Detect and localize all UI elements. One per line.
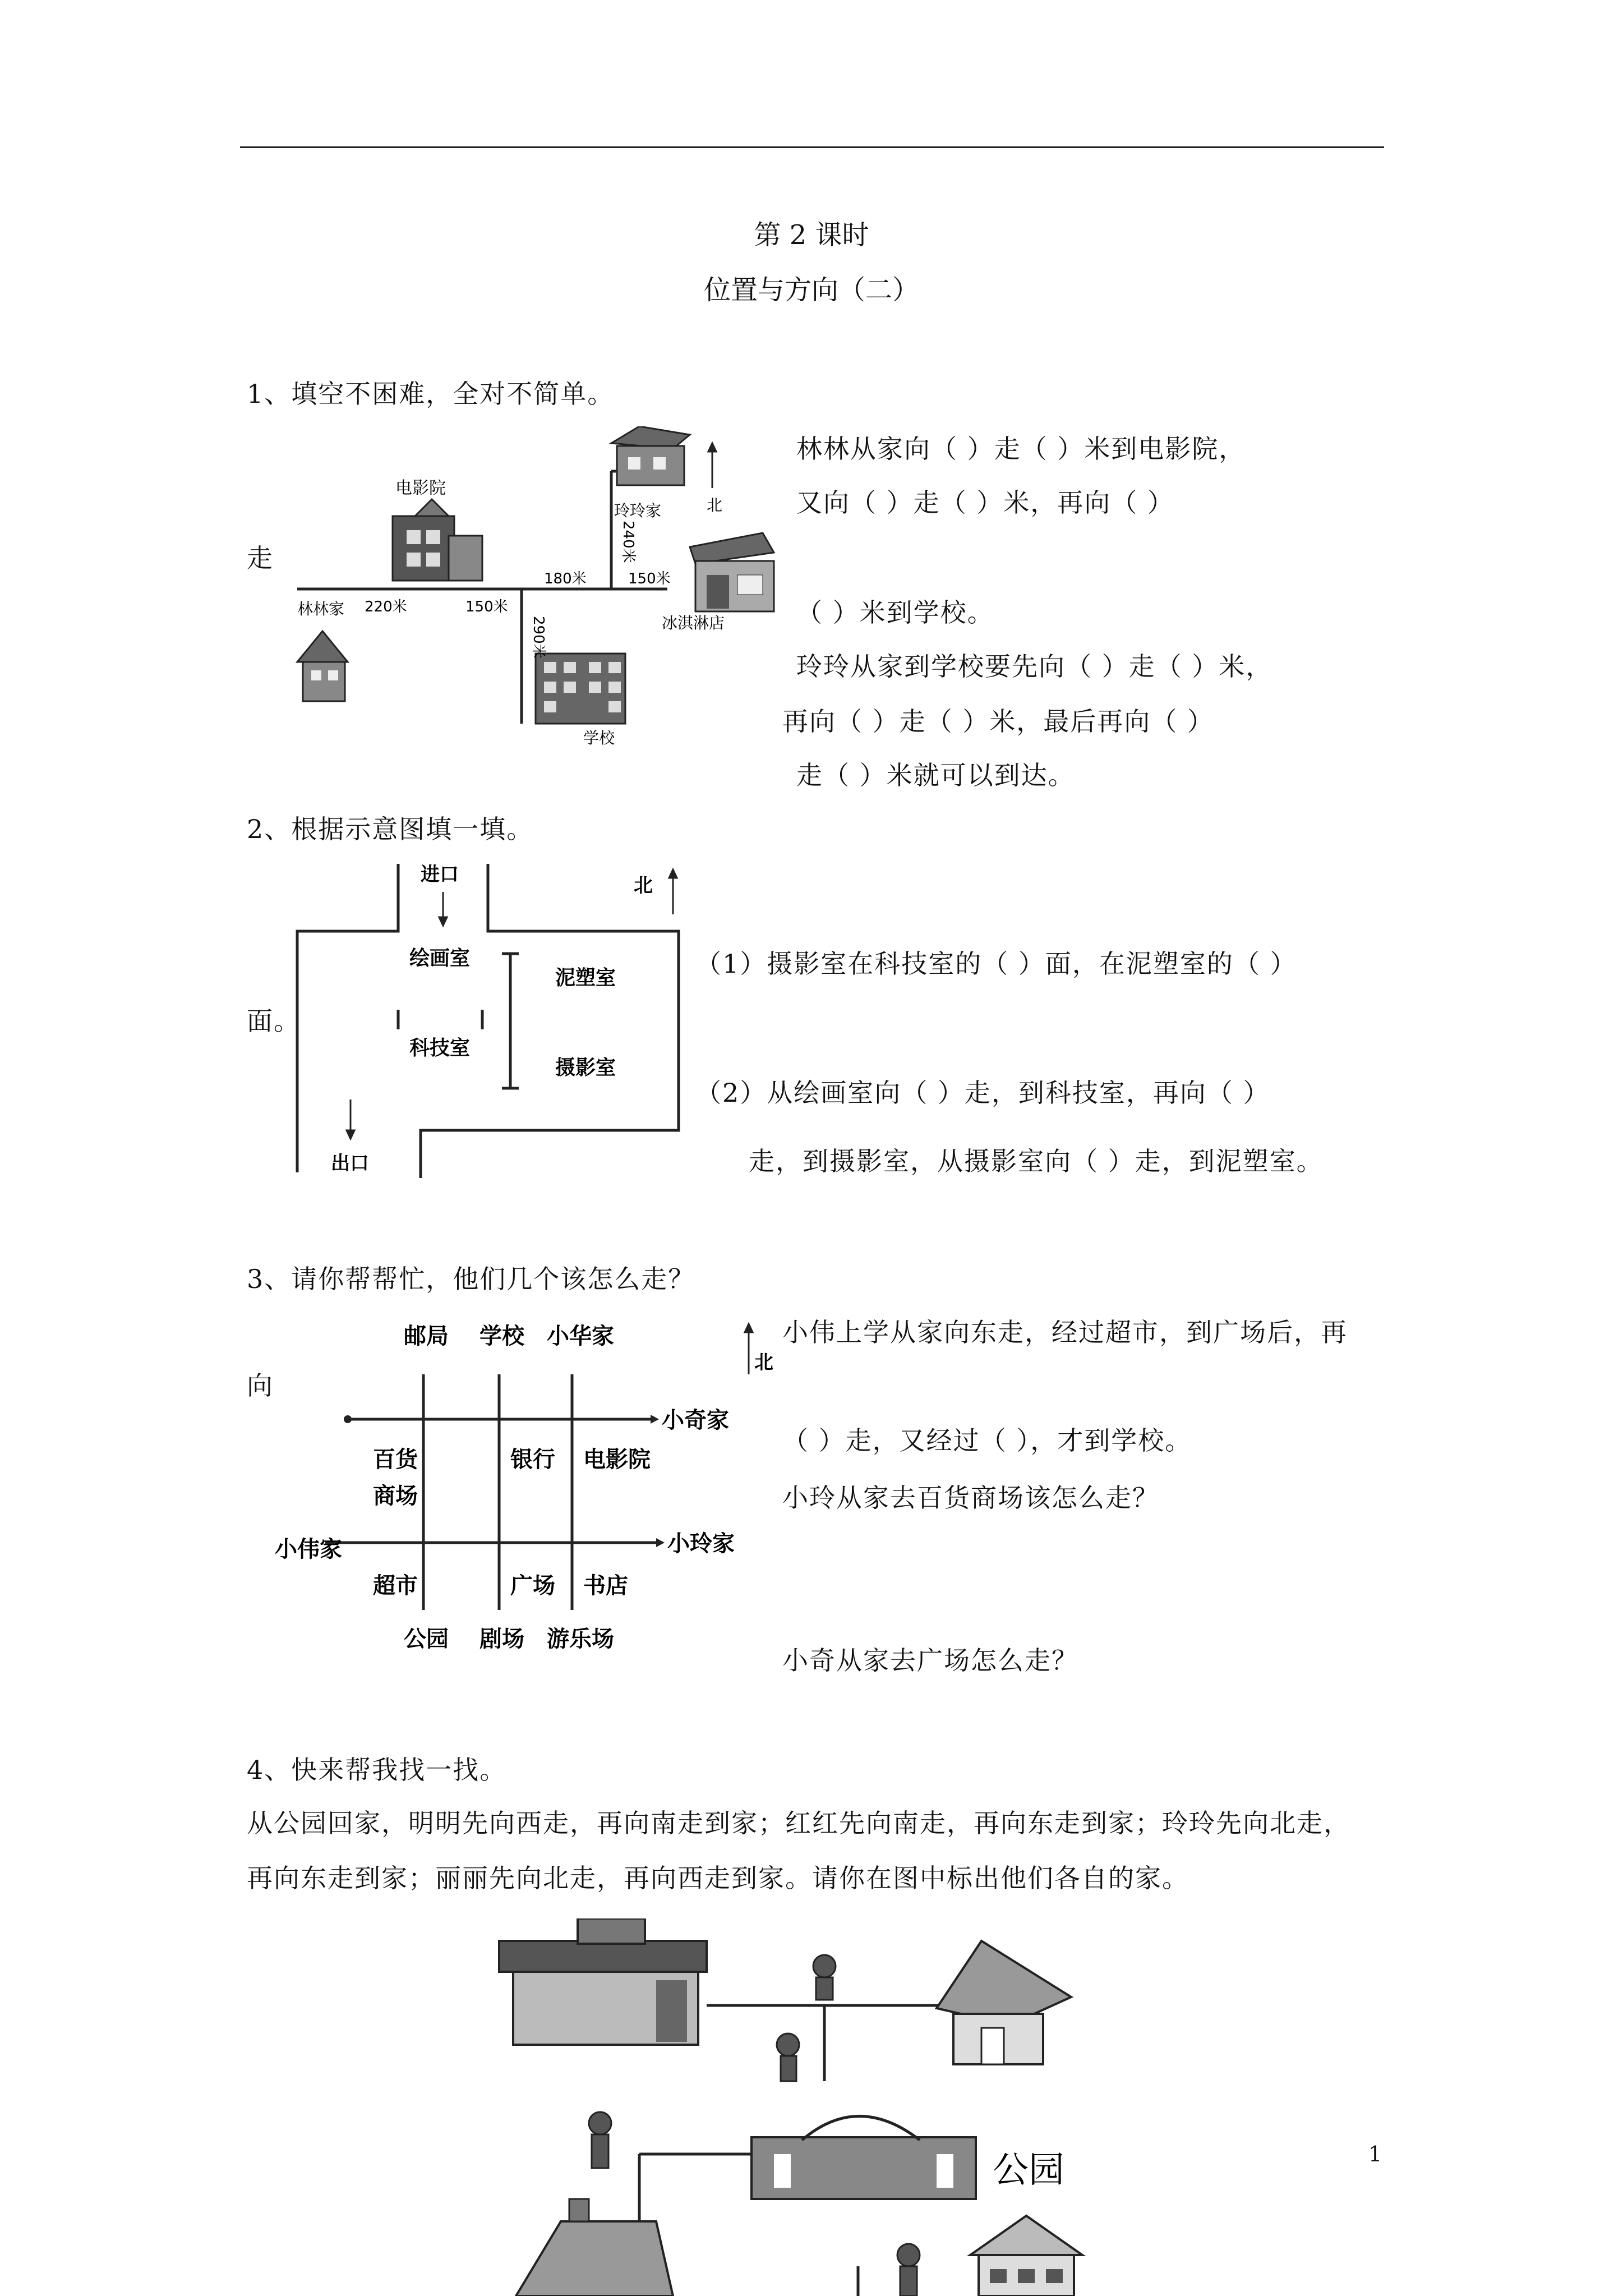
q3-line-4: 小玲从家去百货商场该怎么走？ xyxy=(782,1483,1159,1513)
distance-290: 290米 xyxy=(530,616,547,659)
label-xiaowei-home: 小伟家 xyxy=(275,1536,342,1562)
q2-floor-plan xyxy=(292,858,695,1178)
q4-park-map xyxy=(488,1918,1161,2296)
label-school: 学校 xyxy=(583,729,615,747)
label-post-office: 邮局 xyxy=(404,1323,449,1349)
north-arrow-icon xyxy=(708,443,716,488)
page-number: 1 xyxy=(1368,2142,1382,2166)
distance-220: 220米 xyxy=(365,599,407,615)
cinema-building-icon xyxy=(393,499,482,581)
linlin-house-icon xyxy=(297,631,348,701)
page-title: 位置与方向（二） xyxy=(703,274,919,306)
q2-line-2: 面。 xyxy=(247,1006,301,1036)
label-cinema: 电影院 xyxy=(395,478,446,498)
label-science-room: 科技室 xyxy=(409,1037,471,1060)
distance-240: 240米 xyxy=(620,521,637,563)
q2-line-3: （2）从绘画室向（ ）走，到科技室，再向（ ） xyxy=(695,1078,1270,1108)
label-dept-store-1: 百货 xyxy=(373,1447,418,1473)
q3-line-2: 向 xyxy=(247,1370,274,1401)
bottom-left-house-icon xyxy=(516,2199,673,2296)
q1-line-5: 玲玲从家到学校要先向（ ）走（ ）米， xyxy=(796,651,1273,682)
label-xiaoling-home: 小玲家 xyxy=(667,1531,735,1557)
label-north: 北 xyxy=(754,1351,773,1374)
label-theater: 剧场 xyxy=(479,1626,524,1652)
label-photo-room: 摄影室 xyxy=(555,1056,616,1079)
label-ice-cream-shop: 冰淇淋店 xyxy=(662,614,725,632)
q4-line-2: 再向东走到家；丽丽先向北走，再向西走到家。请你在图中标出他们各自的家。 xyxy=(247,1863,1189,1893)
distance-150-west: 150米 xyxy=(465,599,508,615)
north-arrow-icon xyxy=(669,869,677,914)
label-school: 学校 xyxy=(479,1323,524,1349)
child-walking-icon xyxy=(813,1955,836,2000)
q1-line-7: 走（ ）米就可以到达。 xyxy=(796,760,1075,790)
label-bookstore: 书店 xyxy=(583,1573,628,1599)
q2-heading: 2、根据示意图填一填。 xyxy=(247,814,534,844)
label-cinema: 电影院 xyxy=(583,1447,651,1473)
q3-heading: 3、请你帮帮忙，他们几个该怎么走？ xyxy=(247,1264,695,1294)
q1-line-2: 又向（ ）走（ ）米，再向（ ） xyxy=(796,487,1174,518)
label-park: 公园 xyxy=(404,1626,449,1652)
q4-heading: 4、快来帮我找一找。 xyxy=(247,1755,507,1785)
label-painting-room: 绘画室 xyxy=(409,947,471,970)
entrance-arrow-icon xyxy=(439,892,447,926)
label-north: 北 xyxy=(634,875,653,897)
q1-heading: 1、填空不困难，全对不简单。 xyxy=(247,379,615,409)
ice-cream-shop-icon xyxy=(690,533,774,611)
label-dept-store-2: 商场 xyxy=(373,1483,418,1509)
label-north: 北 xyxy=(707,496,723,514)
q2-line-4: 走，到摄影室，从摄影室向（ ）走，到泥塑室。 xyxy=(749,1146,1324,1176)
q2-line-1: （1）摄影室在科技室的（ ）面，在泥塑室的（ ） xyxy=(695,949,1297,979)
label-park: 公园 xyxy=(993,2150,1064,2191)
distance-150-east: 150米 xyxy=(628,570,671,587)
distance-180: 180米 xyxy=(544,570,587,587)
exit-arrow-icon xyxy=(347,1099,354,1139)
label-bank: 银行 xyxy=(510,1447,555,1473)
bottom-right-house-icon xyxy=(970,2216,1082,2296)
label-amusement-park: 游乐场 xyxy=(547,1626,614,1652)
q4-line-1: 从公园回家，明明先向西走，再向南走到家；红红先向南走，再向东走到家；玲玲先向北走， xyxy=(247,1808,1350,1838)
label-entrance: 进口 xyxy=(421,863,459,886)
child-standing-icon xyxy=(777,2033,799,2081)
q1-line-4: （ ）米到学校。 xyxy=(796,597,994,628)
label-exit: 出口 xyxy=(331,1152,369,1175)
child-left-icon xyxy=(589,2112,611,2168)
store-building-icon xyxy=(499,1918,707,2045)
label-linlin-home: 林林家 xyxy=(297,600,345,618)
lesson-label: 第 2 课时 xyxy=(754,219,869,251)
header-rule xyxy=(240,146,1384,148)
north-arrow-icon xyxy=(745,1324,753,1374)
label-square: 广场 xyxy=(510,1573,555,1599)
q1-line-1: 林林从家向（ ）走（ ）米到电影院， xyxy=(796,434,1246,464)
label-lingling-home: 玲玲家 xyxy=(614,501,662,520)
label-clay-room: 泥塑室 xyxy=(555,967,616,990)
q1-line-6: 再向（ ）走（ ）米，最后再向（ ） xyxy=(782,706,1214,737)
lingling-house-icon xyxy=(611,426,690,485)
park-gate-icon xyxy=(751,2116,976,2200)
q1-line-3: 走 xyxy=(247,543,274,573)
q3-line-1: 小伟上学从家向东走，经过超市，到广场后，再 xyxy=(782,1317,1348,1347)
child-bottom-icon xyxy=(897,2244,920,2296)
label-xiaoqi-home: 小奇家 xyxy=(662,1407,729,1433)
q3-line-3: （ ）走，又经过（ ），才到学校。 xyxy=(782,1425,1192,1456)
label-supermarket: 超市 xyxy=(373,1573,418,1599)
q3-line-5: 小奇从家去广场怎么走？ xyxy=(782,1645,1078,1676)
house-roof-icon xyxy=(937,1941,1071,2064)
school-building-icon xyxy=(536,654,625,724)
q1-map-main xyxy=(280,426,796,752)
label-xiaohua-home: 小华家 xyxy=(547,1323,614,1349)
q3-street-grid xyxy=(269,1318,774,1677)
